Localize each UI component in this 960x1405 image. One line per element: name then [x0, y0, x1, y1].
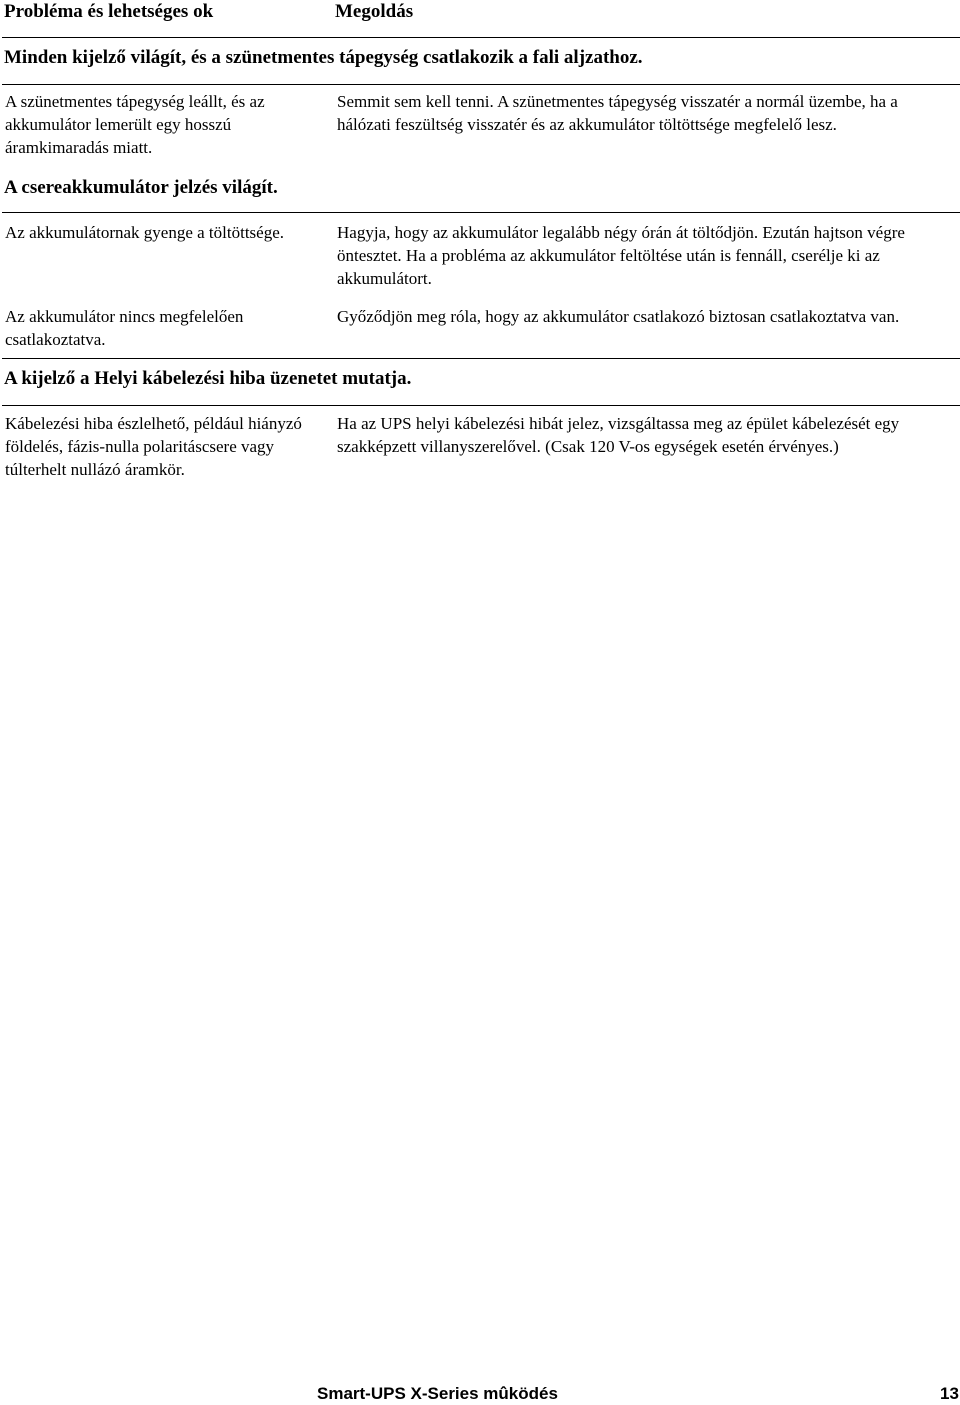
footer-title: Smart-UPS X-Series mûködés — [317, 1384, 558, 1403]
section-divider — [2, 212, 960, 213]
problem-cell: Az akkumulátor nincs megfelelően csatlakoztatva. — [5, 307, 244, 349]
solution-cell: Hagyja, hogy az akkumulátor legalább négy órán át töltődjön. Ezután hajtson végre öntesztet. Ha a probléma az akkumulátor feltöltése után is fennáll, cserélje ki az akkumulátort. — [337, 223, 905, 288]
section-divider — [2, 358, 960, 359]
page-number: 13 — [940, 1384, 959, 1403]
column-header-solution: Megoldás — [335, 1, 414, 22]
problem-cell: A szünetmentes tápegység leállt, és az akkumulátor lemerült egy hosszú áramkimaradás miatt. — [5, 92, 265, 157]
section-divider — [2, 84, 960, 85]
section-title-all-lights-on: Minden kijelző világít, és a szünetmentes tápegység csatlakozik a fali aljzathoz. — [4, 47, 643, 68]
problem-cell: Kábelezési hiba észlelhető, például hiányzó földelés, fázis-nulla polaritáscsere vagy túlterhelt nullázó áramkör. — [5, 414, 302, 479]
section-divider — [2, 405, 960, 406]
solution-cell: Semmit sem kell tenni. A szünetmentes tápegység visszatér a normál üzembe, ha a hálózati feszültség visszatér és az akkumulátor töltöttsége megfelelő lesz. — [337, 92, 898, 134]
solution-cell: Győződjön meg róla, hogy az akkumulátor csatlakozó biztosan csatlakoztatva van. — [337, 307, 900, 326]
section-title-site-wiring-fault: A kijelző a Helyi kábelezési hiba üzenetet mutatja. — [4, 368, 412, 389]
section-title-replace-battery: A csereakkumulátor jelzés világít. — [4, 177, 278, 198]
header-divider — [2, 37, 960, 38]
column-header-problem: Probléma és lehetséges ok — [4, 1, 214, 22]
problem-cell: Az akkumulátornak gyenge a töltöttsége. — [5, 223, 284, 242]
solution-cell: Ha az UPS helyi kábelezési hibát jelez, vizsgáltassa meg az épület kábelezését egy szakképzett villanyszerelővel. (Csak 120 V-os egységek esetén érvényes.) — [337, 414, 900, 456]
